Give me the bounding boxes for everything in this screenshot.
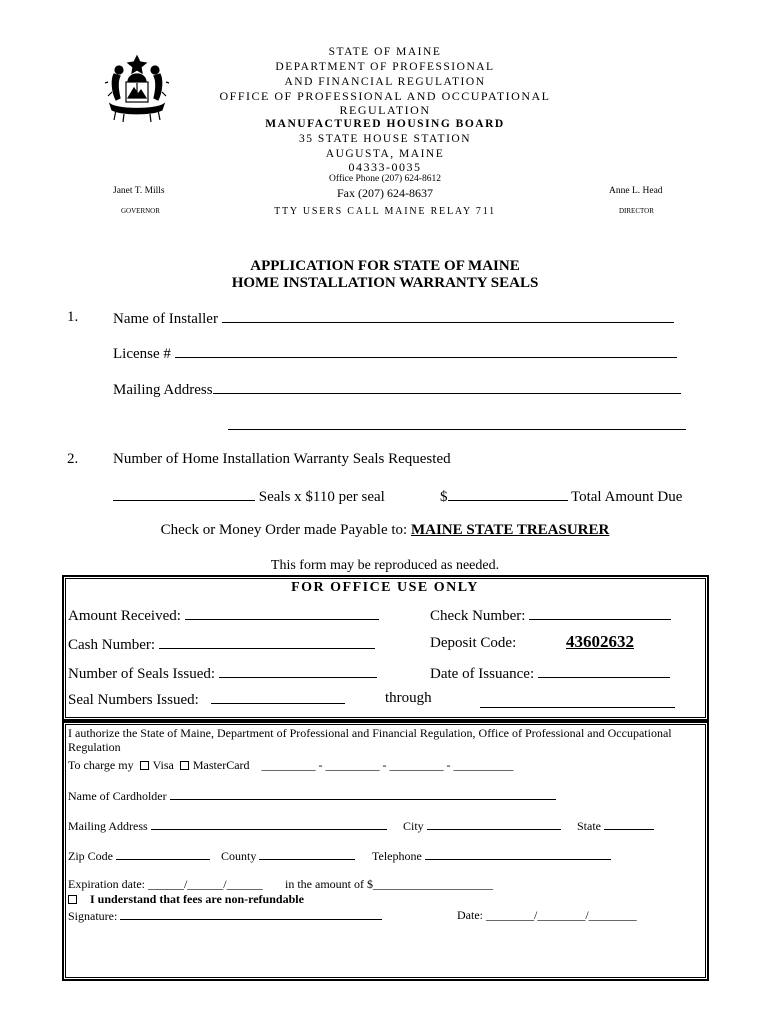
- seals-issued-label: Number of Seals Issued:: [68, 666, 216, 682]
- address-line-2: AUGUSTA, MAINE: [325, 148, 445, 160]
- nonrefundable-label: I understand that fees are non-refundable: [90, 892, 304, 906]
- county-field[interactable]: [259, 848, 355, 860]
- mailing-address-label: Mailing Address: [113, 382, 213, 398]
- payable-to: MAINE STATE TREASURER: [410, 522, 610, 538]
- check-number-field[interactable]: [529, 606, 671, 620]
- expiration-field[interactable]: Expiration date: ______/______/______: [68, 877, 263, 891]
- state-field[interactable]: [604, 818, 654, 830]
- signature-label: Signature:: [68, 909, 118, 923]
- signature-date-field[interactable]: Date: ________/________/________: [457, 908, 637, 922]
- fax-number: Fax (207) 624-8637: [337, 186, 433, 200]
- director-name: Anne L. Head: [609, 186, 663, 196]
- mailing-address-field-2[interactable]: [228, 429, 686, 430]
- seal-count-field[interactable]: [113, 487, 255, 501]
- seals-requested-label: Number of Home Installation Warranty Seals Requested: [113, 451, 451, 467]
- department-line-2: AND FINANCIAL REGULATION: [284, 76, 486, 88]
- total-amount-label: Total Amount Due: [570, 489, 683, 505]
- amount-received-label: Amount Received:: [68, 608, 181, 624]
- mailing-address-field[interactable]: [213, 380, 681, 394]
- signature-field[interactable]: [120, 908, 382, 920]
- payable-prefix: Check or Money Order made Payable to:: [160, 522, 408, 538]
- deposit-code-label: Deposit Code:: [430, 635, 517, 651]
- governor-title: GOVERNOR: [121, 207, 160, 215]
- form-title-line-2: HOME INSTALLATION WARRANTY SEALS: [231, 275, 539, 291]
- total-amount-field[interactable]: [448, 487, 568, 501]
- section-2-number: 2.: [67, 451, 79, 467]
- license-label: License #: [113, 346, 171, 362]
- through-label: through: [385, 690, 432, 706]
- deposit-code-value: 43602632: [566, 632, 634, 651]
- visa-checkbox[interactable]: [140, 761, 149, 770]
- date-of-issuance-label: Date of Issuance:: [430, 666, 535, 682]
- installer-name-field[interactable]: [222, 309, 674, 323]
- city-field[interactable]: [427, 818, 561, 830]
- seals-price-text: Seals x $110 per seal: [258, 489, 385, 505]
- section-1-number: 1.: [67, 309, 79, 325]
- governor-name: Janet T. Mills: [113, 186, 165, 196]
- department-line-1: DEPARTMENT OF PROFESSIONAL: [275, 61, 495, 73]
- license-number-field[interactable]: [175, 344, 677, 358]
- check-number-label: Check Number:: [430, 608, 526, 624]
- installer-label: Name of Installer: [113, 311, 218, 327]
- city-label: City: [403, 819, 424, 833]
- date-of-issuance-field[interactable]: [538, 664, 670, 678]
- card-number-field[interactable]: _________ - _________ - _________ - __________: [261, 758, 514, 772]
- cash-number-label: Cash Number:: [68, 637, 156, 653]
- zip-code: 04333-0035: [348, 160, 422, 174]
- board-name: MANUFACTURED HOUSING BOARD: [265, 118, 505, 130]
- telephone-label: Telephone: [372, 849, 422, 863]
- seal-numbers-label: Seal Numbers Issued:: [68, 692, 199, 708]
- mastercard-label: MasterCard: [192, 758, 250, 772]
- checkbox-icon[interactable]: [68, 895, 77, 904]
- zip-label: Zip Code: [68, 849, 113, 863]
- seals-issued-field[interactable]: [219, 664, 377, 678]
- office-phone: Office Phone (207) 624-8612: [329, 174, 441, 184]
- cardholder-label: Name of Cardholder: [68, 789, 167, 803]
- tty-line: TTY USERS CALL MAINE RELAY 711: [274, 206, 496, 217]
- office-use-heading: FOR OFFICE USE ONLY: [291, 580, 479, 595]
- office-line-2: REGULATION: [339, 103, 431, 117]
- amount-received-field[interactable]: [185, 606, 379, 620]
- state-name: STATE OF MAINE: [328, 46, 442, 58]
- to-charge-label: To charge my: [68, 758, 134, 772]
- reproduce-note: This form may be reproduced as needed.: [270, 558, 500, 573]
- cardholder-field[interactable]: [170, 788, 556, 800]
- amount-field[interactable]: in the amount of $____________________: [285, 877, 493, 891]
- seal-numbers-to-field[interactable]: [480, 707, 675, 708]
- telephone-field[interactable]: [425, 848, 611, 860]
- cash-number-field[interactable]: [159, 635, 375, 649]
- authorization-text: I authorize the State of Maine, Department of Professional and Financial Regulation, Office of Professional and Occupational Regulation: [68, 726, 672, 754]
- state-label: State: [577, 819, 601, 833]
- visa-label: Visa: [152, 758, 174, 772]
- zip-field[interactable]: [116, 848, 210, 860]
- county-label: County: [221, 849, 257, 863]
- office-line-1: OFFICE OF PROFESSIONAL AND OCCUPATIONAL: [219, 89, 551, 103]
- seal-numbers-from-field[interactable]: [211, 690, 345, 704]
- address-line-1: 35 STATE HOUSE STATION: [298, 133, 472, 145]
- card-mailing-label: Mailing Address: [68, 819, 148, 833]
- director-title: DIRECTOR: [619, 207, 654, 215]
- mastercard-checkbox[interactable]: [180, 761, 189, 770]
- form-title-line-1: APPLICATION FOR STATE OF MAINE: [250, 258, 520, 274]
- card-mailing-field[interactable]: [151, 818, 387, 830]
- dollar-sign: $: [440, 489, 448, 505]
